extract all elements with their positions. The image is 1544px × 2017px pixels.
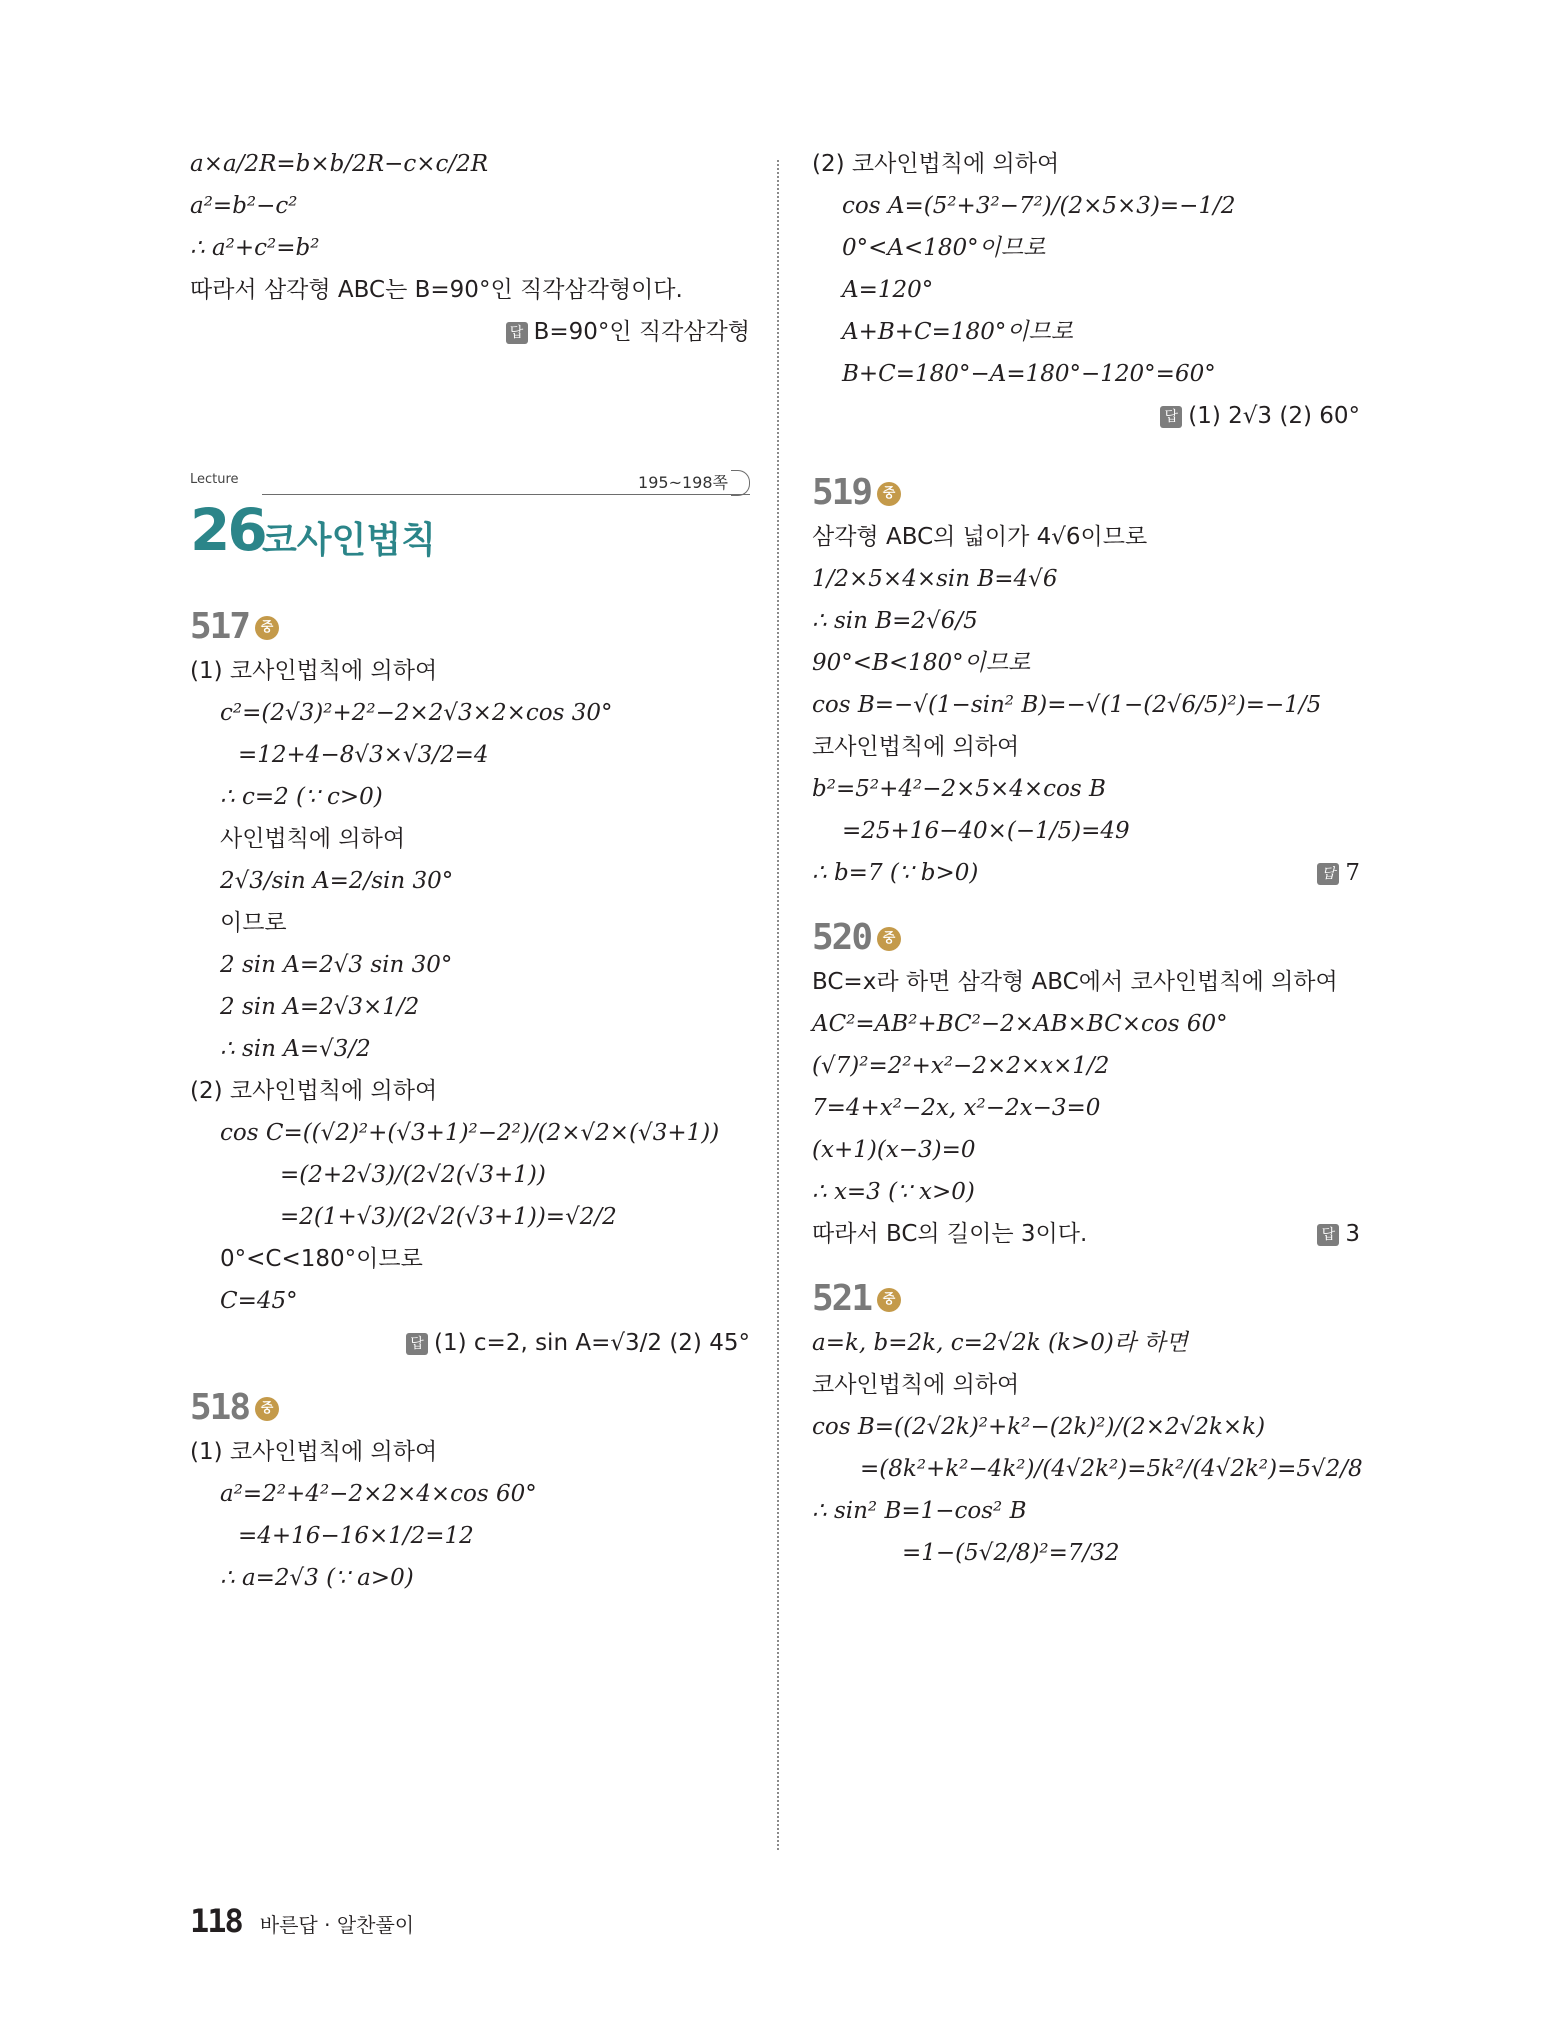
equation-line: cos B=((2√2k)²+k²−(2k)²)/(2×2√2k×k) [812, 1414, 1266, 1440]
problem-521-header [812, 1278, 1360, 1319]
lecture-header [190, 466, 750, 576]
solution-line: 0°<C<180°이므로 [220, 1246, 423, 1272]
equation-line: ∴ x=3 (∵ x>0) [812, 1179, 975, 1205]
equation-line: 1/2×5×4×sin B=4√6 [812, 566, 1058, 592]
equation-line: =1−(5√2/8)²=7/32 [902, 1540, 1120, 1566]
answer-icon: 답 [406, 1333, 428, 1355]
equation-line: ∴ a²+c²=b² [190, 235, 320, 261]
equation-line: 7=4+x²−2x, x²−2x−3=0 [812, 1095, 1101, 1121]
equation-line: =(8k²+k²−4k²)/(4√2k²)=5k²/(4√2k²)=5√2/8 [860, 1456, 1363, 1482]
equation-line: C=45° [220, 1288, 298, 1314]
page-footer [190, 1902, 414, 1940]
equation-line: a²=2²+4²−2×2×4×cos 60° [220, 1481, 537, 1507]
lecture-title: 코사인법칙 [262, 520, 436, 561]
answer-text: B=90°인 직각삼각형 [533, 319, 750, 345]
equation-line: cos C=((√2)²+(√3+1)²−2²)/(2×√2×(√3+1)) [220, 1120, 720, 1146]
problem-520-header [812, 917, 1360, 958]
equation-line: cos A=(5²+3²−7²)/(2×5×3)=−1/2 [842, 193, 1236, 219]
answer-text: 3 [1345, 1221, 1360, 1247]
solution-line: (1) 코사인법칙에 의하여 [190, 1439, 438, 1465]
difficulty-badge: 중 [877, 1288, 901, 1312]
lecture-pages: 195~198쪽 [638, 473, 728, 492]
solution-line: (2) 코사인법칙에 의하여 [190, 1078, 438, 1104]
problem-number: 518 [190, 1387, 250, 1428]
difficulty-badge: 중 [877, 927, 901, 951]
equation-line: AC²=AB²+BC²−2×AB×BC×cos 60° [812, 1011, 1228, 1037]
answer-text: (1) c=2, sin A=√3/2 (2) 45° [434, 1330, 750, 1356]
answer-icon: 답 [506, 322, 528, 344]
answer-line [190, 1329, 750, 1357]
answer-icon: 답 [1160, 406, 1182, 428]
right-column [812, 150, 1363, 1567]
answer-icon: 답 [1317, 863, 1339, 885]
solution-line: BC=x라 하면 삼각형 ABC에서 코사인법칙에 의하여 [812, 969, 1338, 995]
equation-line: =12+4−8√3×√3/2=4 [238, 742, 489, 768]
problem-519-header [812, 472, 1360, 513]
equation-line: 2 sin A=2√3 sin 30° [220, 952, 453, 978]
equation-line: A+B+C=180°이므로 [842, 319, 1073, 345]
equation-line: B+C=180°−A=180°−120°=60° [842, 361, 1216, 387]
difficulty-badge: 중 [877, 482, 901, 506]
equation-line: =(2+2√3)/(2√2(√3+1)) [280, 1162, 546, 1188]
equation-line: cos B=−√(1−sin² B)=−√(1−(2√6/5)²)=−1/5 [812, 692, 1322, 718]
solution-line: 코사인법칙에 의하여 [812, 734, 1020, 760]
solution-line: (1) 코사인법칙에 의하여 [190, 658, 438, 684]
solution-line: (2) 코사인법칙에 의하여 [812, 151, 1060, 177]
answer-text: 7 [1345, 860, 1360, 886]
problem-number: 521 [812, 1278, 872, 1319]
equation-line: A=120° [842, 277, 934, 303]
equation-line: 0°<A<180°이므로 [842, 235, 1046, 261]
equation-line: b²=5²+4²−2×5×4×cos B [812, 776, 1106, 802]
problem-number: 519 [812, 472, 872, 513]
problem-number: 517 [190, 606, 250, 647]
equation-line: a=k, b=2k, c=2√2k (k>0)라 하면 [812, 1330, 1188, 1356]
lecture-label: Lecture [190, 472, 239, 487]
conclusion-text: 따라서 삼각형 ABC는 B=90°인 직각삼각형이다. [190, 277, 683, 303]
lecture-rule-cap [731, 470, 750, 496]
equation-line: ∴ c=2 (∵ c>0) [220, 784, 383, 810]
solution-line: 이므로 [220, 910, 287, 936]
lecture-number: 26 [190, 496, 265, 564]
equation-line: =25+16−40×(−1/5)=49 [842, 818, 1130, 844]
book-title: 바른답 · 알찬풀이 [259, 1913, 415, 1937]
equation-answer-row [812, 859, 1360, 887]
equation-line: =2(1+√3)/(2√2(√3+1))=√2/2 [280, 1204, 617, 1230]
lecture-rule [262, 494, 750, 495]
equation-line: a×a/2R=b×b/2R−c×c/2R [190, 151, 489, 177]
equation-line: (√7)²=2²+x²−2×2×x×1/2 [812, 1053, 1110, 1079]
conclusion-text: 따라서 BC의 길이는 3이다. [812, 1221, 1088, 1247]
difficulty-badge: 중 [255, 616, 279, 640]
answer-line [1317, 1220, 1360, 1248]
solution-line: 사인법칙에 의하여 [220, 826, 406, 852]
equation-line: ∴ sin² B=1−cos² B [812, 1498, 1027, 1524]
answer-line [1317, 859, 1360, 887]
equation-line: ∴ sin A=√3/2 [220, 1036, 371, 1062]
equation-line: 90°<B<180°이므로 [812, 650, 1031, 676]
equation-line: ∴ sin B=2√6/5 [812, 608, 978, 634]
equation-line: =4+16−16×1/2=12 [238, 1523, 474, 1549]
solution-line: 삼각형 ABC의 넓이가 4√6이므로 [812, 524, 1148, 550]
equation-line: 2√3/sin A=2/sin 30° [220, 868, 454, 894]
problem-517-header [190, 606, 750, 647]
equation-line: (x+1)(x−3)=0 [812, 1137, 976, 1163]
answer-icon: 답 [1317, 1224, 1339, 1246]
page-number: 118 [190, 1902, 242, 1940]
equation-line: ∴ a=2√3 (∵ a>0) [220, 1565, 414, 1591]
answer-line [190, 318, 750, 346]
equation-line: c²=(2√3)²+2²−2×2√3×2×cos 30° [220, 700, 613, 726]
equation-line: a²=b²−c² [190, 193, 298, 219]
problem-518-header [190, 1387, 750, 1428]
answer-line [812, 402, 1360, 430]
equation-line: 2 sin A=2√3×1/2 [220, 994, 420, 1020]
equation-line: ∴ b=7 (∵ b>0) [812, 860, 979, 886]
left-column [190, 150, 750, 1592]
problem-number: 520 [812, 917, 872, 958]
conclusion-answer-row [812, 1220, 1360, 1248]
difficulty-badge: 중 [255, 1397, 279, 1421]
column-divider [777, 160, 779, 1850]
solution-line: 코사인법칙에 의하여 [812, 1372, 1020, 1398]
answer-text: (1) 2√3 (2) 60° [1188, 403, 1360, 429]
